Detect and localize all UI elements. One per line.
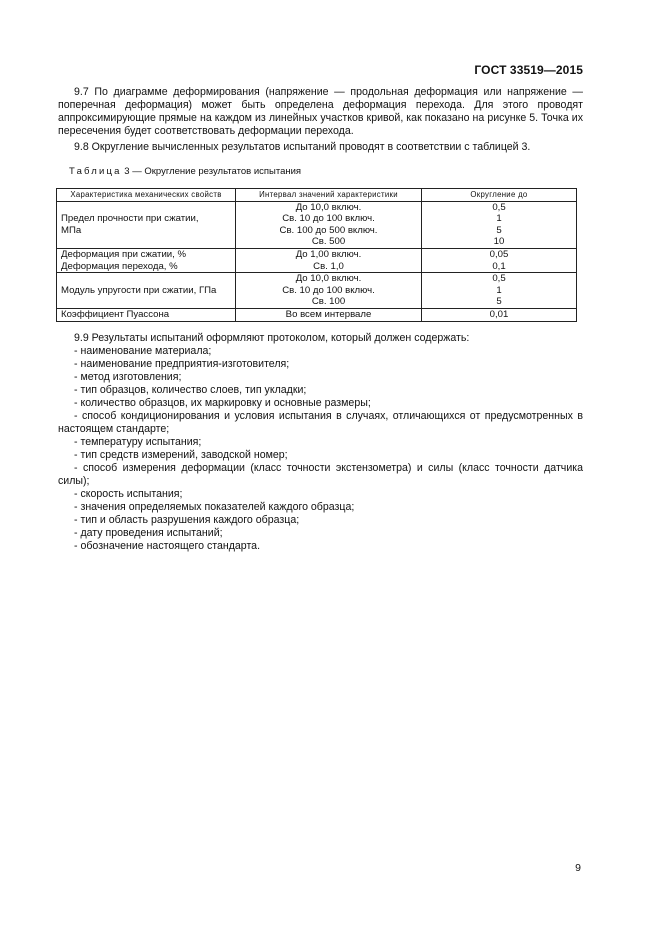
list-item: - дату проведения испытаний; [74, 527, 223, 539]
interval-line: До 10,0 включ. [295, 273, 362, 285]
interval-line: Св. 500 [311, 236, 346, 248]
property-line: Деформация перехода, % [61, 260, 178, 272]
rounding-table [56, 188, 577, 322]
table-caption [69, 166, 301, 177]
table-row [57, 201, 577, 248]
rounding-line: 0,5 [492, 273, 506, 285]
cell-interval [236, 308, 422, 321]
cell-interval [236, 248, 422, 272]
table-row [57, 248, 577, 272]
header-interval: Интервал значений характеристики [236, 189, 422, 202]
cell-property [57, 248, 236, 272]
document-code: ГОСТ 33519—2015 [474, 63, 583, 77]
list-item: - количество образцов, их маркировку и основные размеры; [74, 397, 371, 409]
section-9-8 [58, 141, 583, 154]
interval-line: Во всем интервале [285, 308, 372, 320]
table-row [57, 273, 577, 309]
list-item: - температуру испытания; [74, 436, 202, 448]
rounding-line: 1 [496, 284, 502, 296]
rounding-line: 1 [496, 213, 502, 225]
cell-interval [236, 201, 422, 248]
list-item: - обозначение настоящего стандарта. [74, 540, 261, 552]
interval-line: Св. 10 до 100 включ. [282, 284, 375, 296]
list-item: - тип образцов, количество слоев, тип укладки; [74, 384, 307, 396]
list-item: - наименование предприятия-изготовителя; [74, 358, 290, 370]
table-caption-word: Таблица [69, 166, 122, 177]
list-item: - способ измерения деформации (класс точности экстензометра) и силы (класс точности датчика силы); [58, 462, 583, 487]
property-line: Коэффициент Пуассона [61, 308, 170, 320]
property-line: МПа [61, 224, 82, 236]
section-9-7 [58, 86, 583, 138]
interval-line: Св. 1,0 [313, 260, 344, 272]
list-item: - тип и область разрушения каждого образца; [74, 514, 300, 526]
rounding-line: 10 [493, 236, 505, 248]
list-item: - значения определяемых показателей каждого образца; [74, 501, 355, 513]
page-number: 9 [575, 862, 581, 874]
table-caption-title: 3 — Округление результатов испытания [121, 166, 302, 177]
rounding-line: 5 [496, 224, 502, 236]
interval-line: До 10,0 включ. [295, 201, 362, 213]
interval-line: Св. 100 до 500 включ. [279, 224, 378, 236]
rounding-line: 0,01 [489, 308, 509, 320]
rounding-line: 0,05 [489, 248, 509, 260]
cell-property [57, 201, 236, 248]
cell-rounding [422, 273, 577, 309]
header-rounding: Округление до [422, 189, 577, 202]
cell-property [57, 273, 236, 309]
cell-interval [236, 273, 422, 309]
rounding-line: 5 [496, 296, 502, 308]
list-item: - метод изготовления; [74, 371, 182, 383]
interval-line: Св. 10 до 100 включ. [282, 213, 375, 225]
rounding-line: 0,5 [492, 201, 506, 213]
list-item: - тип средств измерений, заводской номер; [74, 449, 288, 461]
list-item: - скорость испытания; [74, 488, 183, 500]
interval-line: Св. 100 [311, 296, 346, 308]
interval-line: До 1,00 включ. [295, 248, 362, 260]
section-9-9 [58, 332, 583, 553]
table-header-row [57, 189, 577, 202]
paragraph-9-7: 9.7 По диаграмме деформирования (напряжение — продольная деформация или напряжение — поперечная деформация) может быть определена деформация перехода. Для этого проводят аппроксимирующие прямые на каждом из линейных участков кривой, как показано на рисунке 5. Точка их пересечения будет соответствовать деформации перехода. [58, 86, 583, 137]
paragraph-9-8: 9.8 Округление вычисленных результатов испытаний проводят в соответствии с таблицей 3. [74, 141, 531, 153]
rounding-line: 0,1 [492, 260, 506, 272]
property-line: Предел прочности при сжатии, [61, 213, 199, 225]
table-row [57, 308, 577, 321]
list-item: - наименование материала; [74, 345, 212, 357]
cell-rounding [422, 201, 577, 248]
cell-rounding [422, 248, 577, 272]
cell-rounding [422, 308, 577, 321]
property-line: Модуль упругости при сжатии, ГПа [61, 284, 217, 296]
list-item: - способ кондиционирования и условия испытания в случаях, отличающихся от предусмотренных в настоящем стандарте; [58, 410, 583, 435]
property-line: Деформация при сжатии, % [61, 248, 187, 260]
cell-property [57, 308, 236, 321]
header-property: Характеристика механических свойств [57, 189, 236, 202]
paragraph-9-9-intro: 9.9 Результаты испытаний оформляют протоколом, который должен содержать: [74, 332, 470, 344]
